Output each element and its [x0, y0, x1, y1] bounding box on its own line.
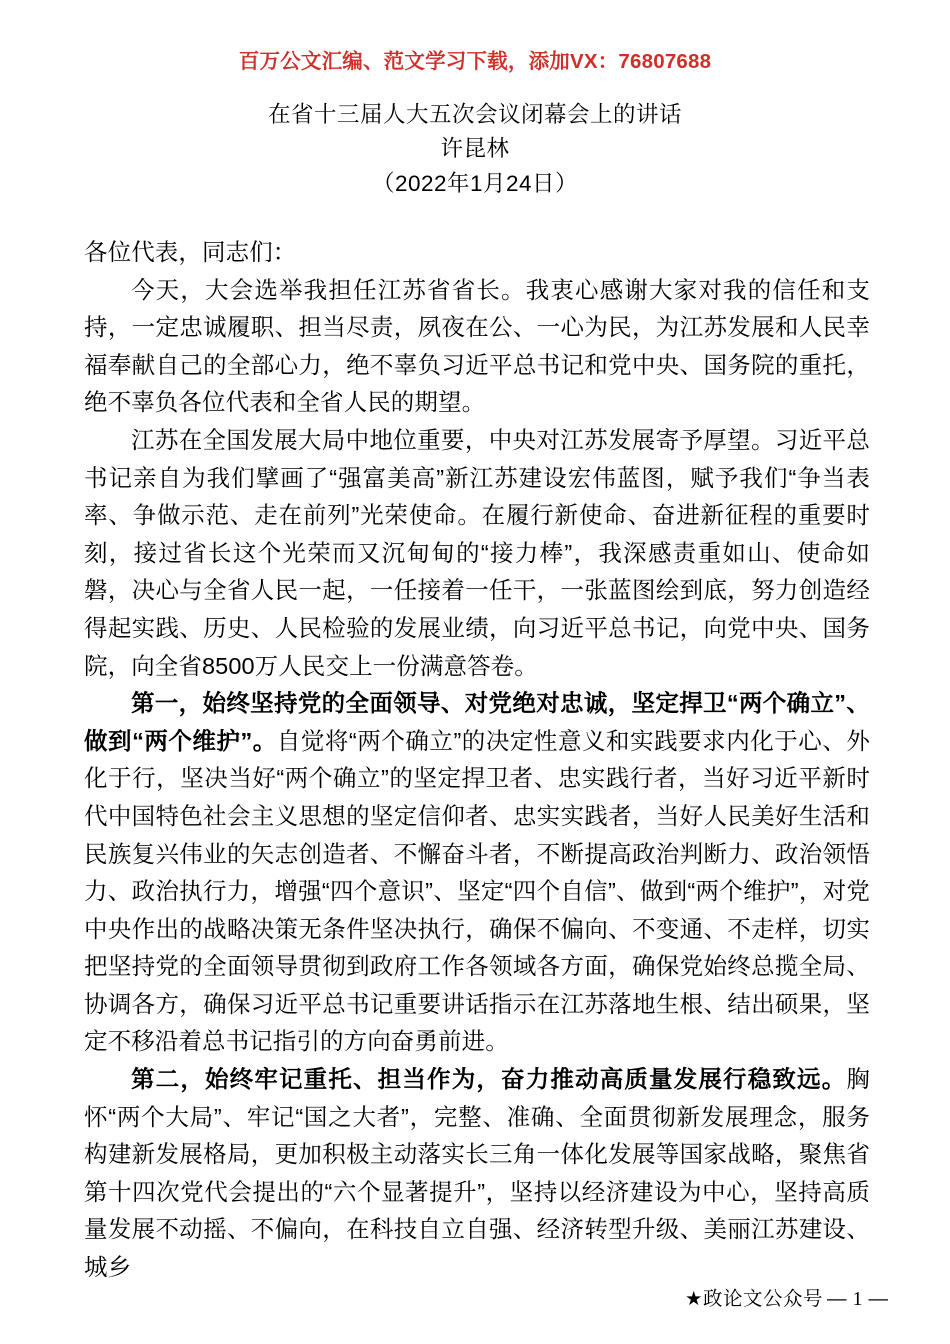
- document-author: 许昆林: [440, 136, 510, 161]
- promo-banner: 百万公文汇编、范文学习下载，添加VX：76807688: [238, 50, 712, 73]
- body-paragraph-3-lead: 第一，始终坚持党的全面领导、对党绝对忠诚，坚定捍卫“两个确立”、做到“两个维护”。: [84, 690, 870, 754]
- title-block: [0, 98, 950, 202]
- body-paragraph-4-rest: 胸怀“两个大局”、牢记“国之大者”，完整、准确、全面贯彻新发展理念，服务构建新发展格局，更加积极主动落实长三角一体化发展等国家战略，聚焦省第十四次党代会提出的“六个显著提升”，坚持以经济建设为中心，坚持高质量发展不动摇、不偏向，在科技自立自强、经济转型升级、美丽江苏建设、城乡: [84, 1066, 870, 1281]
- body-paragraph-3: [84, 685, 870, 1061]
- document-body: [84, 234, 870, 1287]
- body-paragraph-2: 江苏在全国发展大局中地位重要，中央对江苏发展寄予厚望。习近平总书记亲自为我们擘画了“强富美高”新江苏建设宏伟蓝图，赋予我们“争当表率、争做示范、走在前列”光荣使命。在履行新使命、奋进新征程的重要时刻，接过省长这个光荣而又沉甸甸的“接力棒”，我深感责重如山、使命如磐，决心与全省人民一起，一任接着一任干，一张蓝图绘到底，努力创造经得起实践、历史、人民检验的发展业绩，向习近平总书记，向党中央、国务院，向全省8500万人民交上一份满意答卷。: [84, 426, 870, 679]
- footer-dash-right: —: [868, 1288, 888, 1310]
- body-paragraph-4: [84, 1061, 870, 1287]
- watermark-label: ★政论文公众号: [685, 1288, 823, 1310]
- page-footer: [0, 1283, 950, 1311]
- footer-dash-left: —: [827, 1288, 847, 1310]
- body-paragraph-4-lead: 第二，始终牢记重托、担当作为，奋力推动高质量发展行稳致远。: [131, 1066, 847, 1093]
- document-title: 在省十三届人大五次会议闭幕会上的讲话: [267, 102, 682, 127]
- page-number: 1: [852, 1288, 863, 1310]
- body-paragraph-3-rest: 自觉将“两个确立”的决定性意义和实践要求内化于心、外化于行，坚决当好“两个确立”的坚定捍卫者、忠实践行者，当好习近平新时代中国特色社会主义思想的坚定信仰者、忠实实践者，当好人民美好生活和民族复兴伟业的矢志创造者、不懈奋斗者，不断提高政治判断力、政治领悟力、政治执行力，增强“四个意识”、坚定“四个自信”、做到“两个维护”，对党中央作出的战略决策无条件坚决执行，确保不偏向、不变通、不走样，切实把坚持党的全面领导贯彻到政府工作各领域各方面，确保党始终总揽全局、协调各方，确保习近平总书记重要讲话指示在江苏落地生根、结出硕果，坚定不移沿着总书记指引的方向奋勇前进。: [84, 727, 870, 1055]
- body-paragraph-1: 今天，大会选举我担任江苏省省长。我衷心感谢大家对我的信任和支持，一定忠诚履职、担当尽责，夙夜在公、一心为民，为江苏发展和人民幸福奉献自己的全部心力，绝不辜负习近平总书记和党中央、国务院的重托，绝不辜负各位代表和全省人民的期望。: [84, 276, 870, 416]
- salutation-paragraph: 各位代表，同志们：: [84, 239, 297, 265]
- document-date: （2022年1月24日）: [371, 171, 579, 196]
